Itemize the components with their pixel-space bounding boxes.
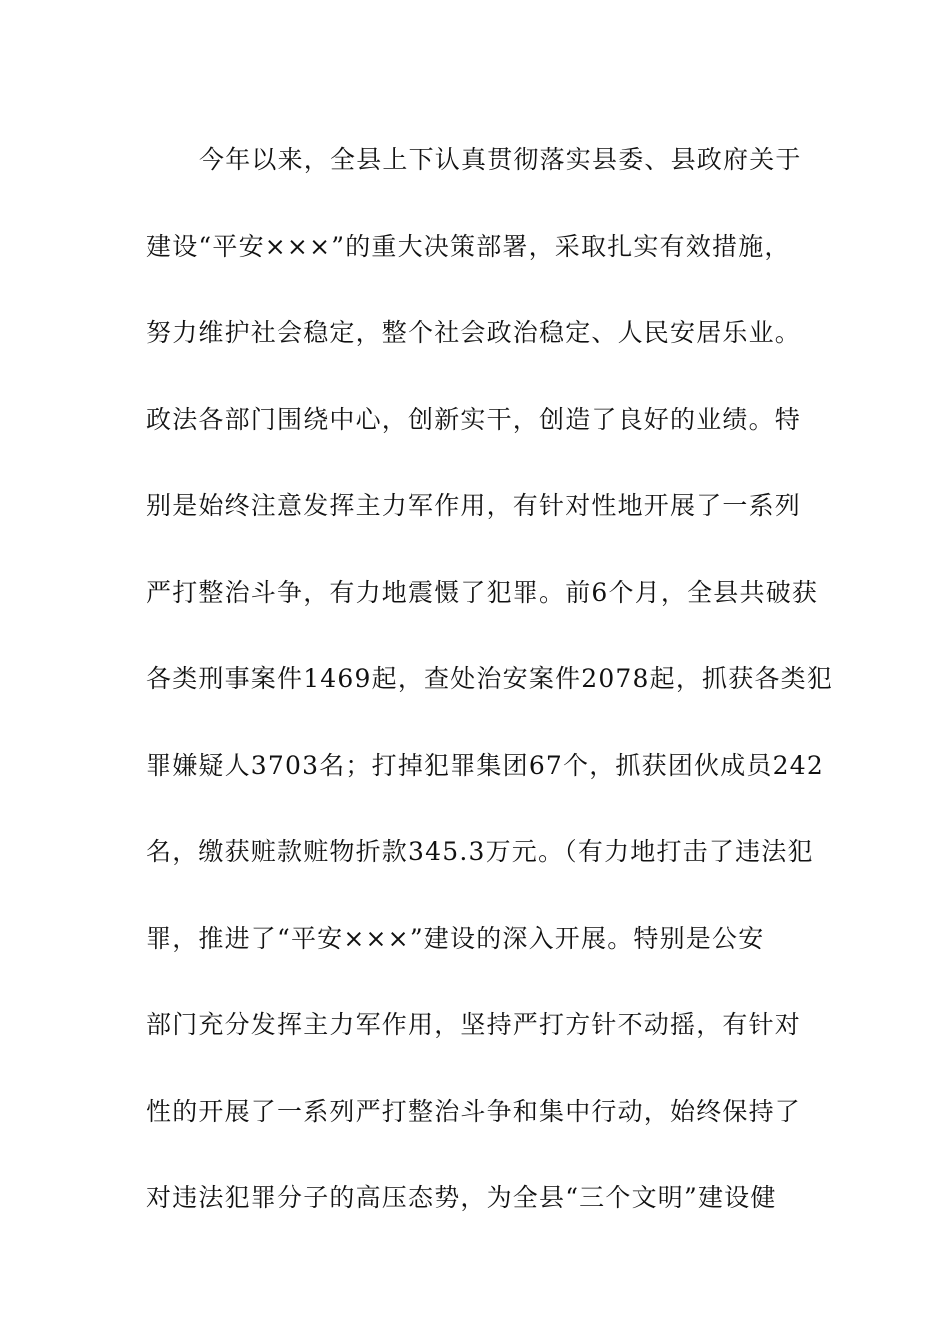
text-line: 罪，推进了“平安×××”建设的深入开展。特别是公安 [146, 923, 765, 953]
text-line: 罪嫌疑人3703名；打掉犯罪集团67个，抓获团伙成员242 [146, 750, 824, 780]
text-line: 对违法犯罪分子的高压态势，为全县“三个文明”建设健 [146, 1183, 777, 1212]
text-line: 性的开展了一系列严打整治斗争和集中行动，始终保持了 [146, 1096, 802, 1126]
text-line: 部门充分发挥主力军作用，坚持严打方针不动摇，有针对 [146, 1010, 802, 1039]
text-line: 建设“平安×××”的重大决策部署，采取扎实有效措施， [146, 231, 791, 261]
text-line: 今年以来，全县上下认真贯彻落实县委、县政府关于 [199, 145, 802, 174]
text-line: 名，缴获赃款赃物折款345.3万元。（有力地打击了违法犯 [146, 837, 814, 866]
text-line: 努力维护社会稳定，整个社会政治稳定、人民安居乐业。 [146, 318, 802, 347]
text-line: 别是始终注意发挥主力军作用，有针对性地开展了一系列 [146, 491, 802, 520]
text-line: 严打整治斗争，有力地震慑了犯罪。前6个月，全县共破获 [146, 577, 819, 607]
body-paragraph [146, 138, 836, 1263]
text-line: 政法各部门围绕中心，创新实干，创造了良好的业绩。特 [146, 404, 802, 434]
text-line: 各类刑事案件1469起，查处治安案件2078起，抓获各类犯 [146, 664, 834, 693]
